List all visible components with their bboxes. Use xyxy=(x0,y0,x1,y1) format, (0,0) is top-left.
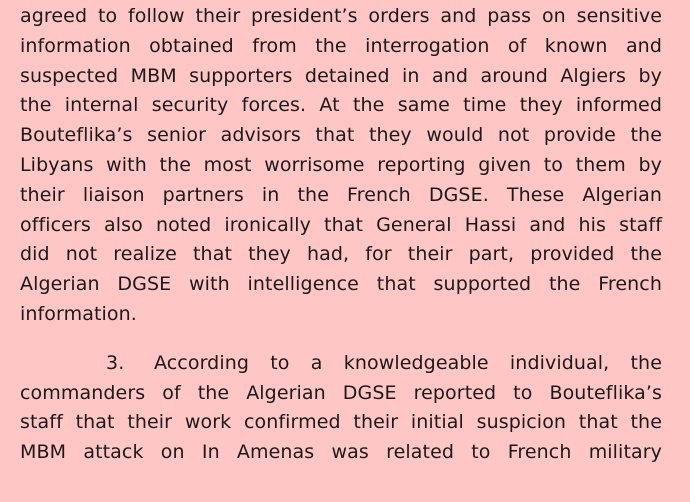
text-line: information obtained from the interrogation of known and xyxy=(20,34,662,57)
paragraph-3 xyxy=(20,349,662,468)
text-line: commanders of the Algerian DGSE reported to Bouteflika’s xyxy=(20,381,662,404)
paragraph-gap xyxy=(20,330,662,349)
text-line: officers also noted ironically that General Hassi and his staff xyxy=(20,213,662,236)
paragraph-number: 3. xyxy=(106,351,125,374)
text-line: MBM attack on In Amenas was related to French military xyxy=(20,441,662,464)
text-line: agreed to follow their president’s orders and pass on sensitive xyxy=(20,5,662,27)
text-line: information. xyxy=(20,302,137,325)
text-line: did not realize that they had, for their part, provided the xyxy=(20,243,662,266)
text-line: Algerian DGSE with intelligence that supported the French xyxy=(20,273,662,296)
text-line: suspected MBM supporters detained in and around Algiers by xyxy=(20,64,662,87)
text-line: Libyans with the most worrisome reporting given to them by xyxy=(20,153,662,176)
first-line-text: According to a knowledgeable individual, the xyxy=(154,351,662,374)
text-line: the internal security forces. At the same time they informed xyxy=(20,94,662,117)
text-line: their liaison partners in the French DGSE. These Algerian xyxy=(20,183,662,206)
text-line: staff that their work confirmed their initial suspicion that the xyxy=(20,411,662,434)
text-line: Bouteflika’s senior advisors that they would not provide the xyxy=(20,124,662,147)
text-line-first xyxy=(20,349,662,379)
paragraph-1 xyxy=(20,2,662,330)
